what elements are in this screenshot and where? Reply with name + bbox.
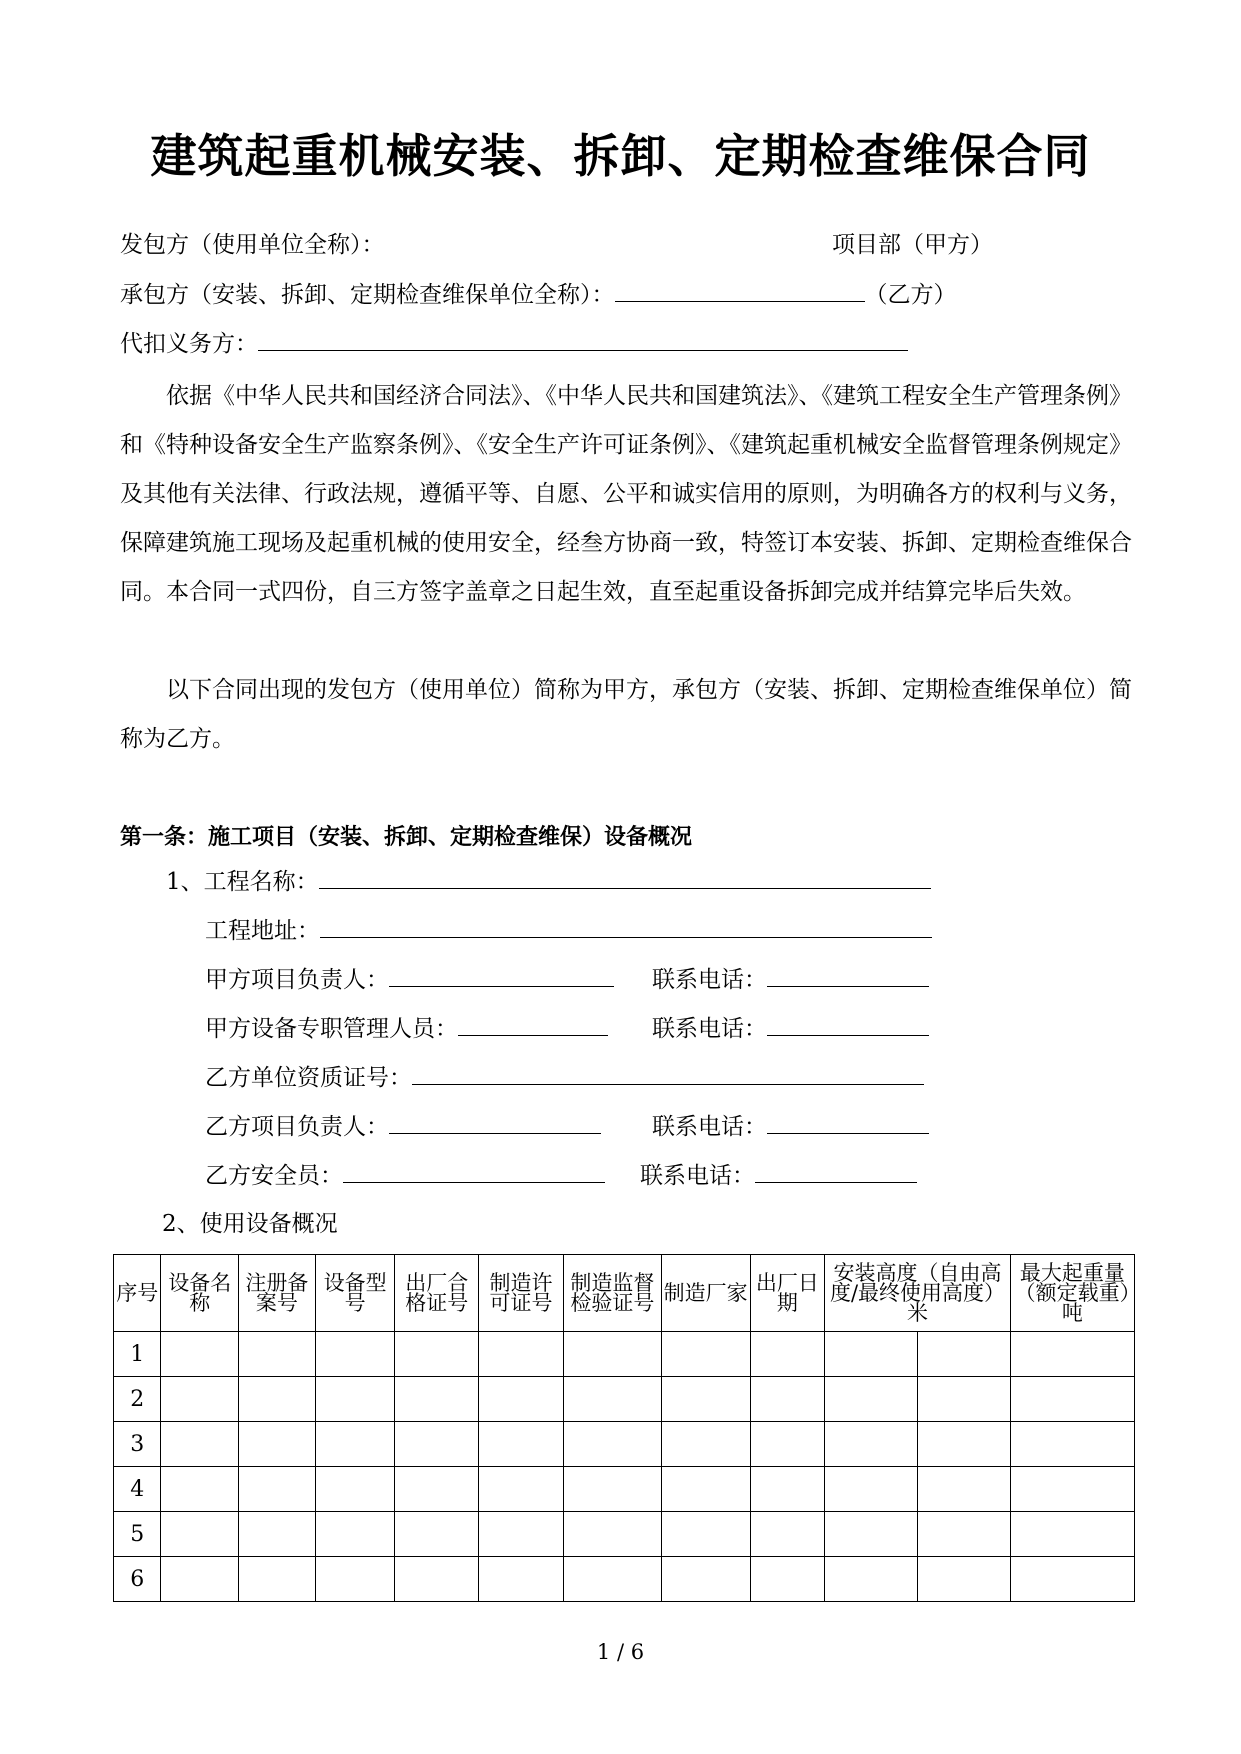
project-name-line <box>166 864 931 899</box>
table-cell[interactable] <box>1010 1512 1134 1557</box>
table-cell[interactable] <box>661 1332 750 1377</box>
table-cell[interactable] <box>918 1512 1011 1557</box>
table-cell[interactable] <box>750 1467 825 1512</box>
row-number-cell: 5 <box>114 1512 161 1557</box>
header-cell: 制造监督检验证号 <box>563 1255 661 1332</box>
table-cell[interactable] <box>161 1377 239 1422</box>
withholding-label: 代扣义务方： <box>120 331 258 357</box>
project-name-label: 1、工程名称： <box>166 869 319 895</box>
row-number-cell: 6 <box>114 1557 161 1602</box>
contract-title: 建筑起重机械安装、拆卸、定期检查维保合同 <box>150 129 1091 183</box>
table-cell[interactable] <box>479 1332 564 1377</box>
phone-label: 联系电话： <box>652 967 767 993</box>
b-qualification-line <box>205 1060 924 1095</box>
table-cell[interactable] <box>479 1422 564 1467</box>
a-manager-phone-blank[interactable] <box>767 962 929 987</box>
table-cell[interactable] <box>918 1332 1011 1377</box>
table-cell[interactable] <box>161 1512 239 1557</box>
a-equipment-manager-blank[interactable] <box>458 1011 608 1036</box>
a-equipment-manager-line <box>205 1011 608 1046</box>
table-cell[interactable] <box>239 1557 316 1602</box>
row-number-cell: 1 <box>114 1332 161 1377</box>
table-cell[interactable] <box>395 1557 479 1602</box>
project-address-line <box>205 913 932 948</box>
table-cell[interactable] <box>825 1557 918 1602</box>
header-cell: 最大起重量（额定载重）吨 <box>1010 1255 1134 1332</box>
table-cell[interactable] <box>1010 1557 1134 1602</box>
contractor-line <box>120 277 957 312</box>
a-equipment-manager-label: 甲方设备专职管理人员： <box>205 1016 458 1042</box>
project-name-blank[interactable] <box>319 864 931 889</box>
table-cell[interactable] <box>563 1422 661 1467</box>
b-safety-line <box>205 1158 605 1193</box>
intro-paragraph-2: 以下合同出现的发包方（使用单位）简称为甲方，承包方（安装、拆卸、定期检查维保单位）简称为乙方。 <box>120 677 1132 752</box>
table-cell[interactable] <box>395 1377 479 1422</box>
table-header-row <box>114 1255 1135 1332</box>
table-cell[interactable] <box>239 1332 316 1377</box>
header-cell: 出厂合格证号 <box>395 1255 479 1332</box>
table-cell[interactable] <box>563 1512 661 1557</box>
table-cell[interactable] <box>750 1512 825 1557</box>
table-cell[interactable] <box>1010 1377 1134 1422</box>
b-manager-line <box>205 1109 601 1144</box>
table-cell[interactable] <box>315 1377 395 1422</box>
phone-label: 联系电话： <box>652 1114 767 1140</box>
phone-label: 联系电话： <box>640 1163 755 1189</box>
b-qualification-label: 乙方单位资质证号： <box>205 1065 412 1091</box>
b-manager-blank[interactable] <box>389 1109 601 1134</box>
table-cell[interactable] <box>563 1332 661 1377</box>
header-cell: 出厂日期 <box>750 1255 825 1332</box>
b-safety-phone-blank[interactable] <box>755 1158 917 1183</box>
employer-label: 发包方（使用单位全称）： <box>120 232 385 258</box>
page-number: 1 / 6 <box>596 1640 645 1664</box>
contractor-blank[interactable] <box>615 277 865 302</box>
a-manager-blank[interactable] <box>389 962 614 987</box>
employer-line <box>120 228 385 262</box>
table-cell[interactable] <box>563 1557 661 1602</box>
project-address-label: 工程地址： <box>205 918 320 944</box>
table-cell[interactable] <box>315 1557 395 1602</box>
table-cell[interactable] <box>1010 1422 1134 1467</box>
table-cell[interactable] <box>918 1467 1011 1512</box>
table-row <box>114 1377 1135 1422</box>
table-cell[interactable] <box>1010 1467 1134 1512</box>
table-body <box>114 1332 1135 1602</box>
table-cell[interactable] <box>395 1422 479 1467</box>
b-manager-label: 乙方项目负责人： <box>205 1114 389 1140</box>
table-cell[interactable] <box>479 1467 564 1512</box>
row-number-cell: 2 <box>114 1377 161 1422</box>
article-1-heading: 第一条：施工项目（安装、拆卸、定期检查维保）设备概况 <box>120 824 693 850</box>
table-cell[interactable] <box>825 1422 918 1467</box>
equipment-table <box>113 1254 1135 1602</box>
table-row <box>114 1467 1135 1512</box>
table-cell[interactable] <box>918 1422 1011 1467</box>
header-cell: 设备型号 <box>315 1255 395 1332</box>
b-safety-blank[interactable] <box>343 1158 605 1183</box>
table-row <box>114 1512 1135 1557</box>
table-cell[interactable] <box>161 1422 239 1467</box>
project-address-blank[interactable] <box>320 913 932 938</box>
table-cell[interactable] <box>395 1467 479 1512</box>
header-cell: 注册备案号 <box>239 1255 316 1332</box>
table-cell[interactable] <box>825 1467 918 1512</box>
phone-label: 联系电话： <box>652 1016 767 1042</box>
a-equipment-phone-line <box>652 1011 929 1046</box>
table-cell[interactable] <box>918 1557 1011 1602</box>
table-cell[interactable] <box>315 1422 395 1467</box>
table-cell[interactable] <box>479 1377 564 1422</box>
table-cell[interactable] <box>661 1377 750 1422</box>
table-cell[interactable] <box>479 1557 564 1602</box>
table-cell[interactable] <box>918 1377 1011 1422</box>
table-cell[interactable] <box>239 1377 316 1422</box>
b-manager-phone-blank[interactable] <box>767 1109 929 1134</box>
a-manager-phone-line <box>652 962 929 997</box>
table-cell[interactable] <box>661 1512 750 1557</box>
table-cell[interactable] <box>161 1332 239 1377</box>
withholding-line <box>120 326 908 361</box>
b-manager-phone-line <box>652 1109 929 1144</box>
table-cell[interactable] <box>395 1332 479 1377</box>
a-manager-line <box>205 962 614 997</box>
header-cell: 设备名称 <box>161 1255 239 1332</box>
b-safety-phone-line <box>640 1158 917 1193</box>
employer-suffix: 项目部（甲方） <box>832 232 993 258</box>
table-row <box>114 1332 1135 1377</box>
table-cell[interactable] <box>161 1557 239 1602</box>
table-row <box>114 1557 1135 1602</box>
table-cell[interactable] <box>825 1332 918 1377</box>
table-cell[interactable] <box>479 1512 564 1557</box>
table-cell[interactable] <box>239 1512 316 1557</box>
table-cell[interactable] <box>563 1377 661 1422</box>
contractor-suffix: （乙方） <box>864 282 957 308</box>
b-safety-label: 乙方安全员： <box>205 1163 343 1189</box>
table-cell[interactable] <box>825 1512 918 1557</box>
table-cell[interactable] <box>661 1422 750 1467</box>
table-cell[interactable] <box>750 1377 825 1422</box>
a-manager-label: 甲方项目负责人： <box>205 967 389 993</box>
header-cell: 安装高度（自由高度/最终使用高度）米 <box>825 1255 1011 1332</box>
row-number-cell: 3 <box>114 1422 161 1467</box>
row-number-cell: 4 <box>114 1467 161 1512</box>
table-cell[interactable] <box>661 1557 750 1602</box>
table-cell[interactable] <box>395 1512 479 1557</box>
withholding-blank[interactable] <box>258 326 908 351</box>
header-cell: 序号 <box>114 1255 161 1332</box>
table-cell[interactable] <box>750 1422 825 1467</box>
table-cell[interactable] <box>239 1467 316 1512</box>
b-qualification-blank[interactable] <box>412 1060 924 1085</box>
table-row <box>114 1422 1135 1467</box>
header-cell: 制造厂家 <box>661 1255 750 1332</box>
table-cell[interactable] <box>239 1422 316 1467</box>
table-cell[interactable] <box>563 1467 661 1512</box>
table-cell[interactable] <box>315 1332 395 1377</box>
table-cell[interactable] <box>750 1557 825 1602</box>
a-equipment-phone-blank[interactable] <box>767 1011 929 1036</box>
table-cell[interactable] <box>825 1377 918 1422</box>
table-cell[interactable] <box>315 1467 395 1512</box>
contractor-label: 承包方（安装、拆卸、定期检查维保单位全称）： <box>120 282 615 308</box>
table-cell[interactable] <box>315 1512 395 1557</box>
table-cell[interactable] <box>161 1467 239 1512</box>
header-cell: 制造许可证号 <box>479 1255 564 1332</box>
table-cell[interactable] <box>661 1467 750 1512</box>
table-cell[interactable] <box>1010 1332 1134 1377</box>
equipment-section-title: 2、使用设备概况 <box>162 1211 338 1237</box>
intro-paragraph-1: 依据《中华人民共和国经济合同法》、《中华人民共和国建筑法》、《建筑工程安全生产管理条例》和《特种设备安全生产监察条例》、《安全生产许可证条例》、《建筑起重机械安全监督管理条例规定》及其他有关法律、行政法规，遵循平等、自愿、公平和诚实信用的原则，为明确各方的权利与义务，保障建筑施工现场及起重机械的使用安全，经叁方协商一致，特签订本安装、拆卸、定期检查维保合同。本合同一式四份，自三方签字盖章之日起生效，直至起重设备拆卸完成并结算完毕后失效。 <box>120 383 1132 605</box>
table-cell[interactable] <box>750 1332 825 1377</box>
